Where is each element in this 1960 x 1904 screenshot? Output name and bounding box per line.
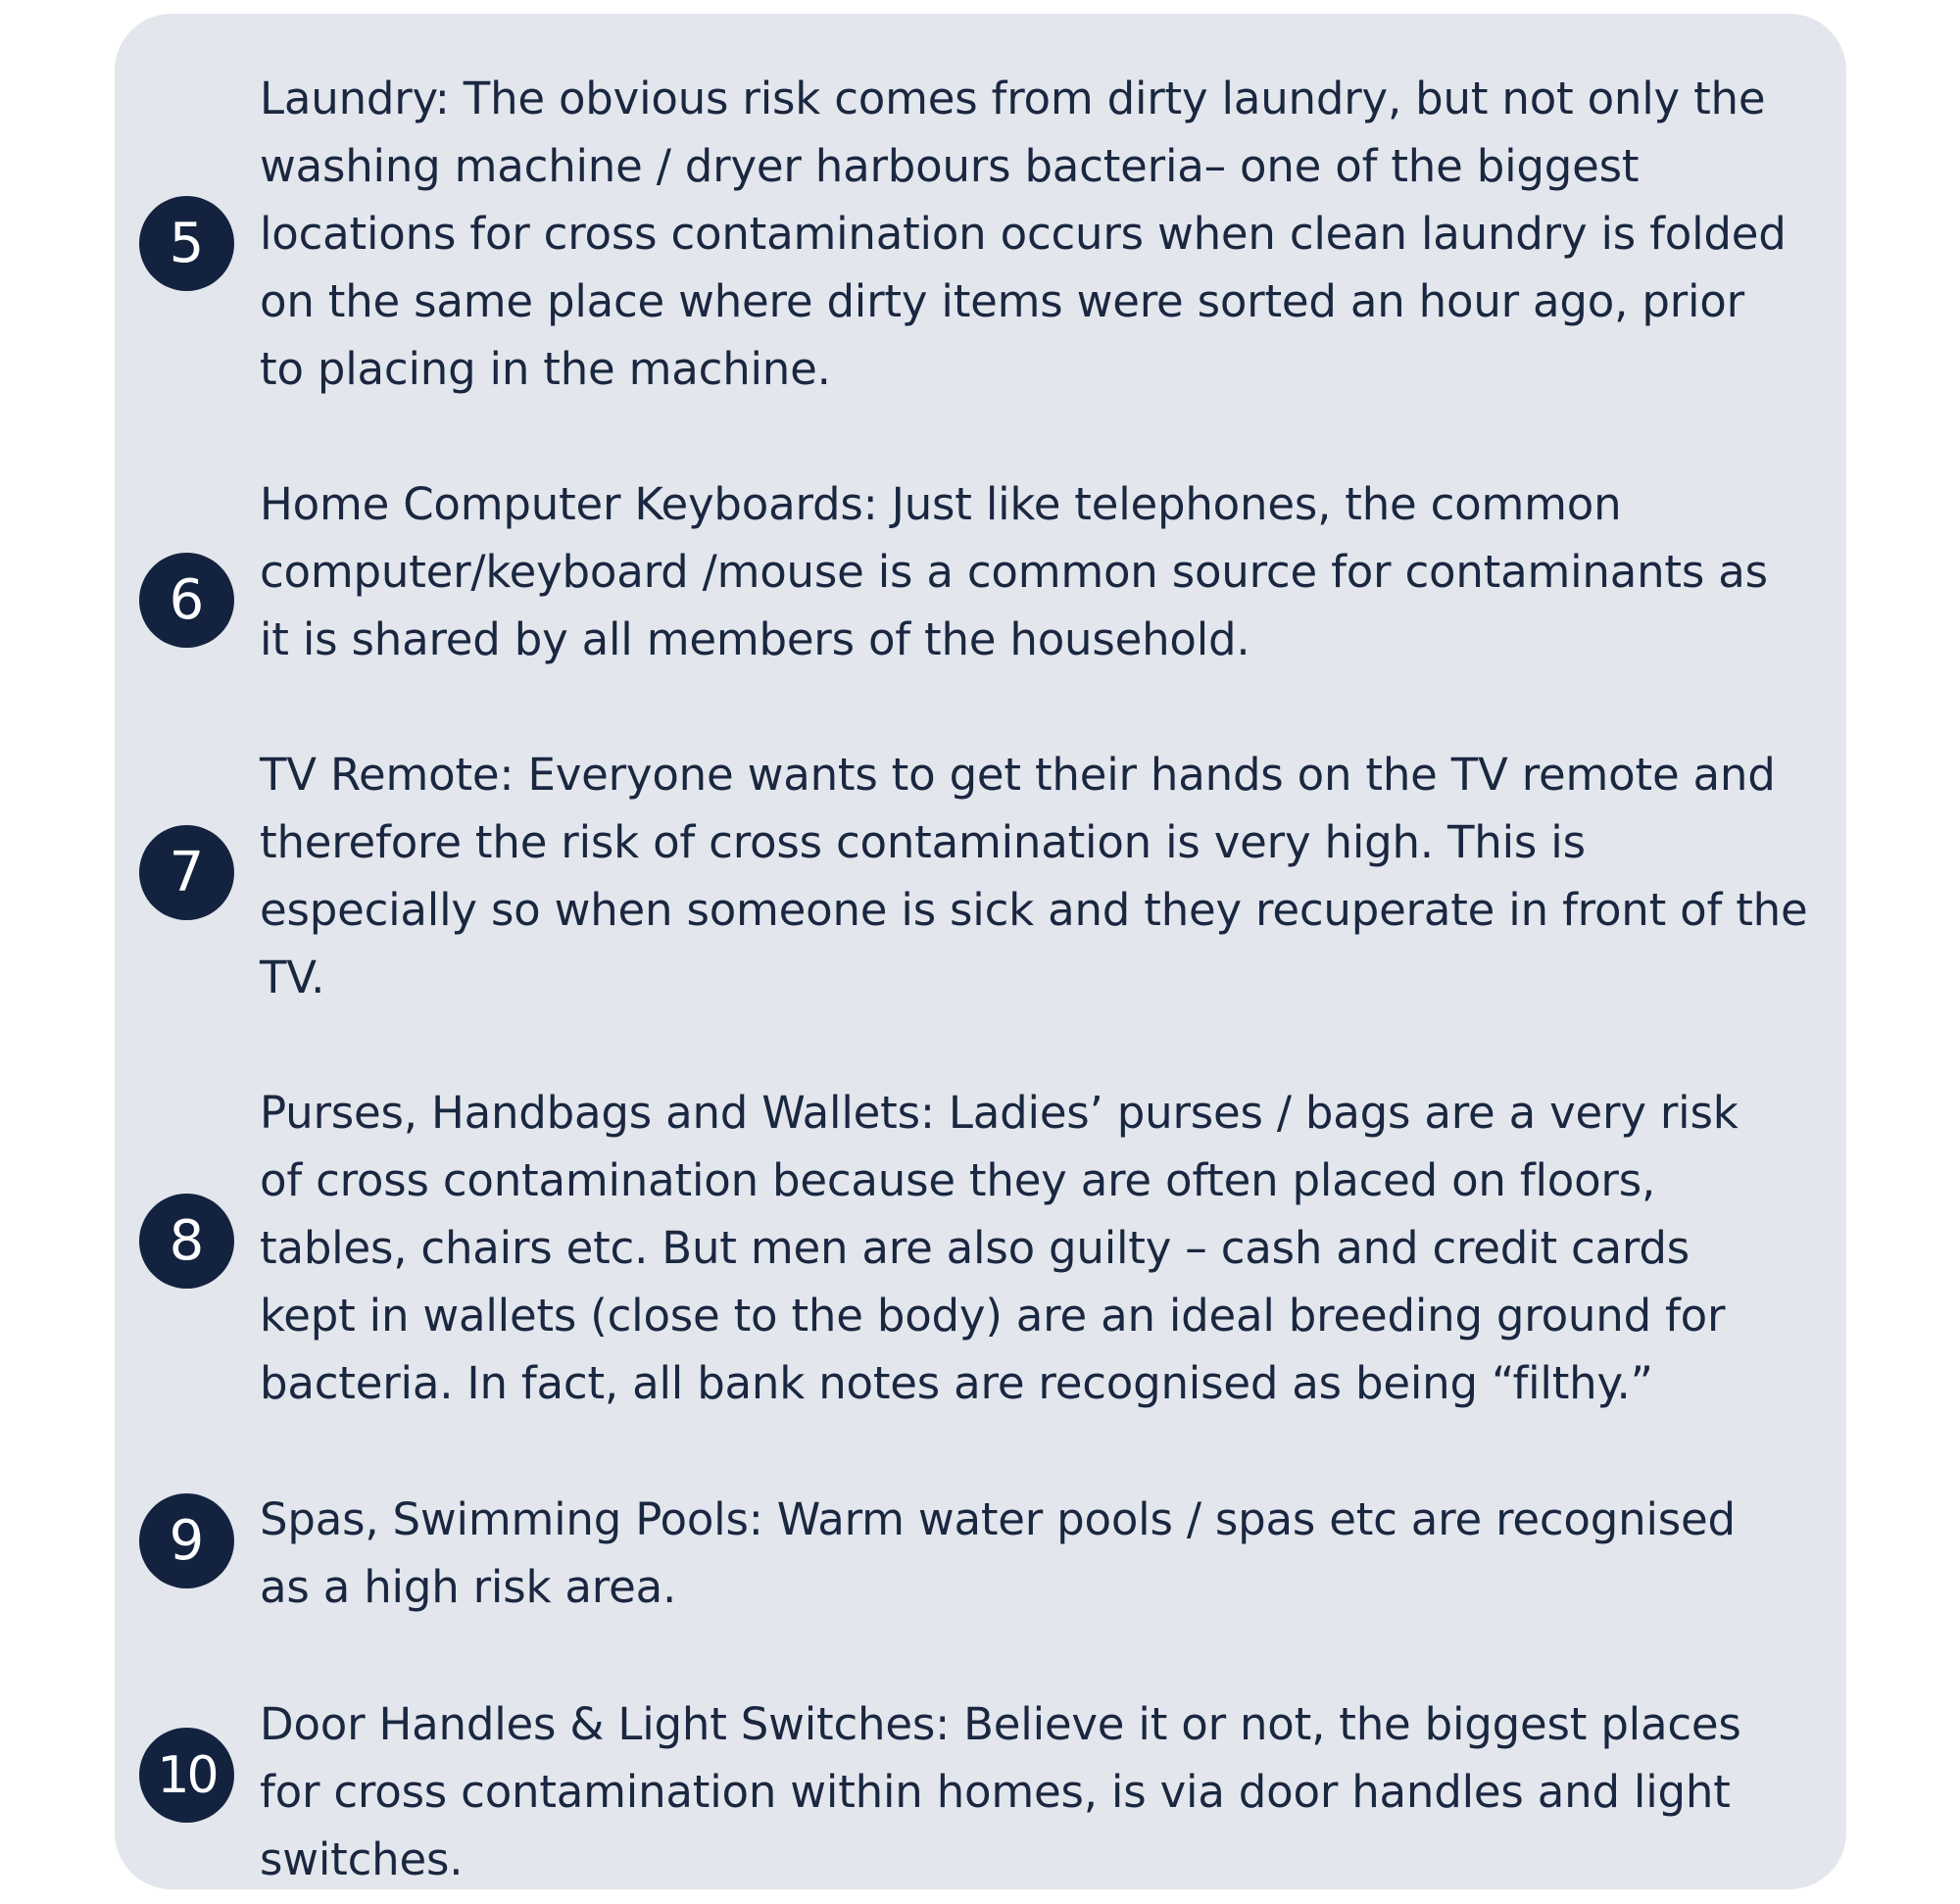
item-text-laundry: Laundry: The obvious risk comes from dirty laundry, but not only the washing machine / dryer harbours bacteria– one of the biggest locations for cross contamination occurs when clean laundry is folded on the same place where dirty items were sorted an hour ago, prior to placing in the machine. — [260, 73, 1787, 395]
number-badge-6: 6 — [139, 553, 234, 648]
item-text-spas: Spas, Swimming Pools: Warm water pools / spas etc are recognised as a high risk area. — [260, 1493, 1736, 1613]
list-card — [115, 14, 1846, 1889]
number-badge-10: 10 — [139, 1728, 234, 1823]
number-badge-7: 7 — [139, 825, 234, 920]
item-text-tv-remote: TV Remote: Everyone wants to get their hands on the TV remote and therefore the risk of cross contamination is very high. This is especially so when someone is sick and they recuperate in front of the TV. — [260, 749, 1808, 1003]
item-text-keyboards: Home Computer Keyboards: Just like telephones, the common computer/keyboard /mouse is a common source for contaminants as it is shared by all members of the household. — [260, 478, 1768, 665]
number-badge-9: 9 — [139, 1493, 234, 1588]
number-badge-5: 5 — [139, 196, 234, 291]
item-text-purses: Purses, Handbags and Wallets: Ladies’ purses / bags are a very risk of cross contamination because they are often placed on floors, tables, chairs etc. But men are also guilty – cash and credit cards kept in wallets (close to the body) are an ideal breeding ground for bacteria. In fact, all bank notes are recognised as being “filthy.” — [260, 1087, 1739, 1409]
item-text-door-handles: Door Handles & Light Switches: Believe it or not, the biggest places for cross contamination within homes, is via door handles and light switches. — [260, 1698, 1741, 1885]
number-badge-8: 8 — [139, 1194, 234, 1289]
